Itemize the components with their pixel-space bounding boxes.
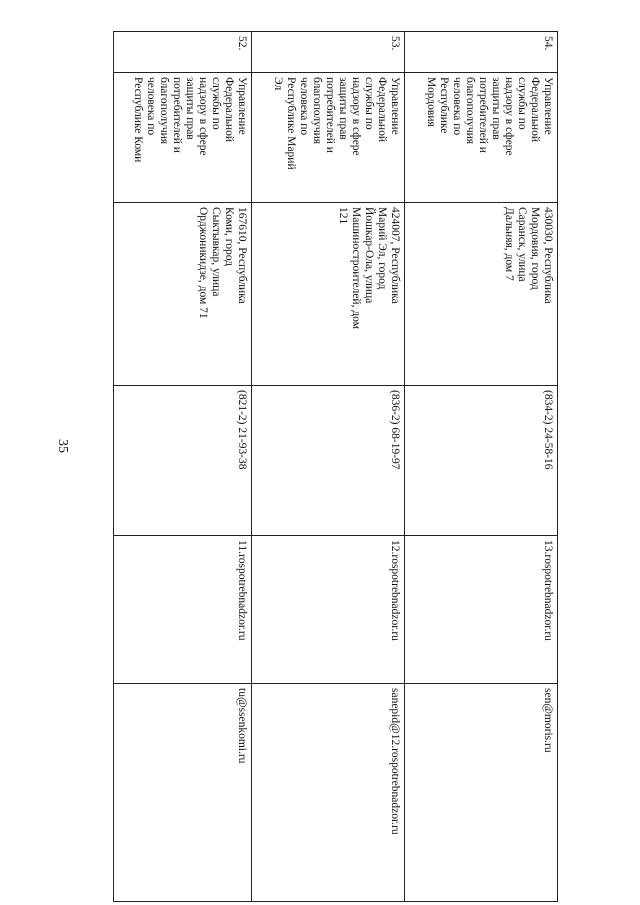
office-email: tu@ssenkomi.ru [114, 684, 252, 902]
table-row [114, 32, 252, 902]
office-phone: (836-2) 68-19-97 [252, 386, 405, 536]
row-number: 52. [114, 32, 252, 73]
office-name: Управление Федеральной службы по надзору в сфере защиты прав потребителей и благополучия человека по Республике Марий Эл [252, 73, 405, 203]
table-row [405, 32, 558, 902]
table-container [113, 31, 558, 901]
office-address: 424007, Республика Марий Эл, город Йошкар-Ола, улица Машиностроителей, дом 121 [252, 203, 405, 386]
office-website: 11.rospotrebnadzor.ru [114, 536, 252, 684]
office-phone: (834-2) 24-58-16 [405, 386, 558, 536]
office-website: 12.rospotrebnadzor.ru [252, 536, 405, 684]
rotated-table-frame [113, 31, 558, 901]
contacts-table [113, 31, 558, 902]
office-address: 167610, Республика Коми, город Сыктывкар, улица Орджоникидзе, дом 71 [114, 203, 252, 386]
office-name: Управление Федеральной службы по надзору в сфере защиты прав потребителей и благополучия человека по Республике Мордовия [405, 73, 558, 203]
row-number: 54. [405, 32, 558, 73]
office-address: 430030, Республика Мордовия, город Саранск, улица Дальняя, дом 7 [405, 203, 558, 386]
office-email: sanepid@12.rospotrebnadzor.ru [252, 684, 405, 902]
office-phone: (821-2) 21-93-38 [114, 386, 252, 536]
office-email: sen@moris.ru [405, 684, 558, 902]
table-row [252, 32, 405, 902]
office-website: 13.rospotrebnadzor.ru [405, 536, 558, 684]
row-number: 53. [252, 32, 405, 73]
page-number: 35 [55, 439, 70, 453]
office-name: Управление Федеральной службы по надзору в сфере защиты прав потребителей и благополучия человека по Республике Коми [114, 73, 252, 203]
